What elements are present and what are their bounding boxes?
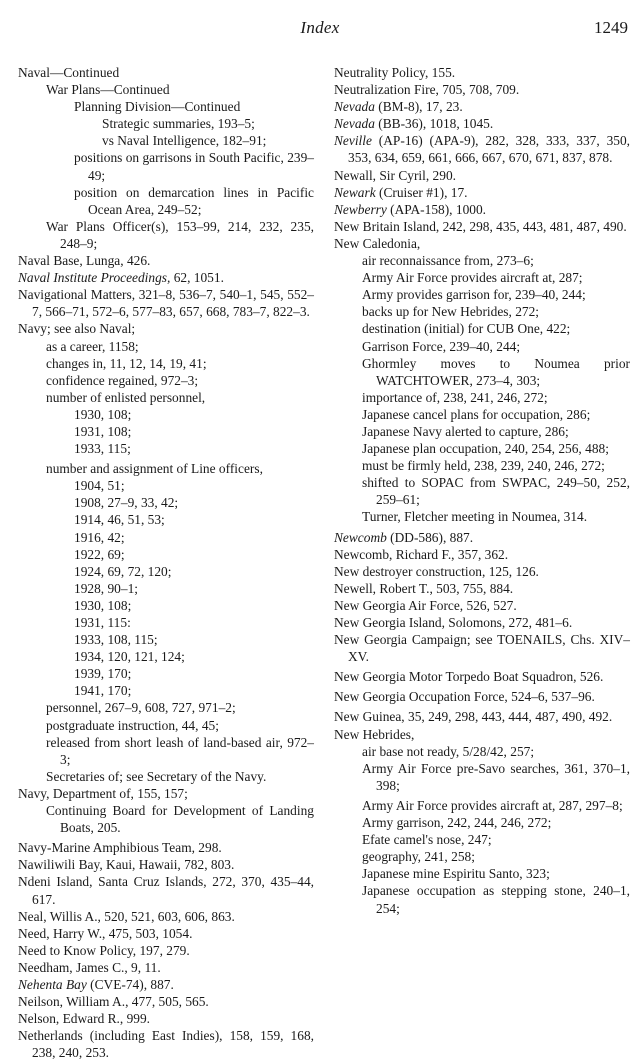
- index-entry: [334, 320, 630, 337]
- index-entry: [18, 873, 314, 907]
- index-entry-text: New destroyer construction, 125, 126.: [334, 563, 539, 579]
- index-entry: [334, 269, 630, 286]
- index-entry: [18, 856, 314, 873]
- running-head-title: Index: [300, 18, 340, 37]
- index-entry: [334, 355, 630, 389]
- index-entry: [18, 699, 314, 716]
- index-entry-text: New Britain Island, 242, 298, 435, 443, 481, 487, 490.: [334, 218, 627, 234]
- index-entry-text: Navy, Department of, 155, 157;: [18, 785, 188, 801]
- index-entry-text: vs Naval Intelligence, 182–91;: [102, 133, 267, 149]
- index-entry: [334, 252, 630, 269]
- index-entry: [18, 802, 314, 836]
- index-entry-text: air base not ready, 5/28/42, 257;: [362, 743, 535, 759]
- index-entry: [18, 665, 314, 682]
- index-entry-text: Navigational Matters, 321–8, 536–7, 540–1, 545, 552–7, 566–71, 572–6, 577–83, 657, 668, 783–7, 822–3.: [18, 287, 314, 320]
- index-entry-text: 1928, 90–1;: [74, 580, 138, 596]
- index-entry: [18, 631, 314, 648]
- index-entry-text: War Plans Officer(s), 153–99, 214, 232, 235, 248–9;: [46, 218, 314, 251]
- index-entry: [18, 218, 314, 252]
- index-entry: [18, 423, 314, 440]
- index-entry: [18, 338, 314, 355]
- index-entry: [18, 511, 314, 528]
- index-entry: [334, 303, 630, 320]
- index-entry-text: Continuing Board for Development of Landing Boats, 205.: [46, 803, 314, 836]
- index-entry-text: Need to Know Policy, 197, 279.: [18, 942, 190, 958]
- index-entry: [334, 580, 630, 597]
- index-entry-text: Army Air Force provides aircraft at, 287, 297–8;: [362, 797, 623, 813]
- index-entry: [18, 1010, 314, 1027]
- index-entry: [334, 726, 630, 743]
- index-entry: [18, 477, 314, 494]
- index-entry-italic-title: Newcomb: [334, 529, 387, 545]
- index-entry: [334, 848, 630, 865]
- index-entry-text: Japanese Navy alerted to capture, 286;: [362, 423, 569, 439]
- index-entry-italic-title: Nevada: [334, 116, 375, 132]
- index-entry-text: Neutrality Policy, 155.: [334, 65, 456, 80]
- index-entry-text: postgraduate instruction, 44, 45;: [46, 717, 219, 733]
- index-entry: [334, 218, 630, 235]
- index-entry: [334, 597, 630, 614]
- index-entry: [334, 631, 630, 665]
- index-entry-text: New Georgia Air Force, 526, 527.: [334, 597, 517, 613]
- index-entry-text: Efate camel's nose, 247;: [362, 832, 492, 848]
- index-entry-text: position on demarcation lines in Pacific Ocean Area, 249–52;: [74, 184, 314, 217]
- index-entry-text: (DD-586), 887.: [386, 529, 474, 545]
- index-entry: [334, 132, 630, 166]
- index-entry: [334, 184, 630, 201]
- index-entry-text: 1934, 120, 121, 124;: [74, 649, 185, 665]
- index-entry: [334, 797, 630, 814]
- index-entry-text: must be firmly held, 238, 239, 240, 246, 272;: [362, 458, 605, 474]
- index-entry: [18, 81, 314, 98]
- index-entry-text: New Guinea, 35, 249, 298, 443, 444, 487, 490, 492.: [334, 709, 613, 725]
- index-entry: [334, 529, 630, 546]
- index-entry-text: personnel, 267–9, 608, 727, 971–2;: [46, 700, 236, 716]
- index-entry-italic-title: Neville: [334, 133, 372, 149]
- index-entry: [18, 460, 314, 477]
- index-entry: [334, 563, 630, 580]
- page-number: 1249: [594, 18, 628, 37]
- index-entry-italic-title: Newberry: [334, 201, 387, 217]
- index-entry: [334, 743, 630, 760]
- index-entry: [334, 406, 630, 423]
- index-entry: [334, 201, 630, 218]
- index-entry-text: Newell, Robert T., 503, 755, 884.: [334, 580, 514, 596]
- index-entry-text: 1924, 69, 72, 120;: [74, 563, 172, 579]
- index-entry: [18, 269, 314, 286]
- index-entry-text: (CVE-74), 887.: [86, 976, 174, 992]
- index-entry-italic-title: Newark: [334, 184, 376, 200]
- index-entry: [334, 338, 630, 355]
- index-entry-text: 1941, 170;: [74, 683, 132, 699]
- index-entry-text: 1904, 51;: [74, 478, 125, 494]
- index-entry: [18, 768, 314, 785]
- index-entry-text: Garrison Force, 239–40, 244;: [362, 338, 521, 354]
- index-entry-text: Secretaries of; see Secretary of the Navy.: [46, 768, 267, 784]
- index-entry: [18, 320, 314, 337]
- index-entry-text: New Caledonia,: [334, 235, 421, 251]
- index-entry: [334, 688, 630, 705]
- index-entry: [334, 508, 630, 525]
- index-entry-text: New Georgia Occupation Force, 524–6, 537–96.: [334, 689, 595, 705]
- page-header: [0, 0, 640, 40]
- index-entry-text: Naval Base, Lunga, 426.: [18, 253, 151, 269]
- index-entry-text: Army garrison, 242, 244, 246, 272;: [362, 815, 552, 831]
- index-entry-text: Army Air Force provides aircraft at, 287;: [362, 270, 583, 286]
- index-entry: [18, 406, 314, 423]
- index-entry-text: New Georgia Campaign; see TOENAILS, Chs. XIV–XV.: [334, 632, 630, 665]
- index-entry: [334, 286, 630, 303]
- index-entry-text: number of enlisted personnel,: [46, 389, 206, 405]
- index-entry-text: Need, Harry W., 475, 503, 1054.: [18, 925, 193, 941]
- index-entry-text: Navy; see also Naval;: [18, 321, 136, 337]
- index-entry-text: number and assignment of Line officers,: [46, 461, 263, 477]
- index-entry-text: Neal, Willis A., 520, 521, 603, 606, 863.: [18, 908, 235, 924]
- index-entry-text: 1933, 108, 115;: [74, 632, 158, 648]
- index-entry: [334, 115, 630, 132]
- index-entry-text: Naval—Continued: [18, 65, 120, 80]
- index-entry: [18, 494, 314, 511]
- index-entry-text: New Georgia Island, Solomons, 272, 481–6.: [334, 615, 573, 630]
- index-entry-text: Japanese cancel plans for occupation, 286;: [362, 406, 591, 422]
- index-entry-text: positions on garrisons in South Pacific, 239–49;: [74, 150, 314, 183]
- index-entry: [18, 785, 314, 802]
- index-entry: [18, 908, 314, 925]
- index-entry-text: 1931, 108;: [74, 423, 132, 439]
- index-entry-italic-title: Naval Institute Proceedings,: [18, 270, 171, 286]
- index-entry: [334, 474, 630, 508]
- index-entry-text: War Plans—Continued: [46, 82, 170, 98]
- index-entry: [334, 167, 630, 184]
- index-entry-text: Neutralization Fire, 705, 708, 709.: [334, 82, 520, 98]
- index-entry-text: Japanese plan occupation, 240, 254, 256, 488;: [362, 441, 609, 457]
- index-entry: [18, 942, 314, 959]
- index-entry-italic-title: Nevada: [334, 99, 375, 115]
- index-entry: [18, 132, 314, 149]
- index-entry: [18, 64, 314, 81]
- index-entry: [334, 668, 630, 685]
- index-entry-text: Army provides garrison for, 239–40, 244;: [362, 287, 586, 303]
- index-entry-text: backs up for New Hebrides, 272;: [362, 304, 540, 320]
- index-entry-text: 1908, 27–9, 33, 42;: [74, 495, 179, 511]
- index-entry-text: Japanese occupation as stepping stone, 240–1, 254;: [362, 883, 630, 916]
- index-entry: [18, 546, 314, 563]
- index-entry: [18, 1027, 314, 1061]
- index-entry: [18, 529, 314, 546]
- index-entry-text: Turner, Fletcher meeting in Noumea, 314.: [362, 509, 588, 525]
- index-column-left: [18, 64, 314, 1061]
- index-entry: [334, 81, 630, 98]
- index-entry-text: confidence regained, 972–3;: [46, 372, 199, 388]
- index-entry-text: (BM-8), 17, 23.: [374, 99, 463, 115]
- index-entry-text: (APA-158), 1000.: [386, 201, 487, 217]
- index-entry-text: (BB-36), 1018, 1045.: [374, 116, 494, 132]
- index-entry: [18, 717, 314, 734]
- index-entry: [334, 64, 630, 81]
- index-entry-text: 1931, 115:: [74, 615, 131, 630]
- index-entry-text: (Cruiser #1), 17.: [375, 184, 468, 200]
- index-entry: [18, 614, 314, 631]
- index-entry: [18, 389, 314, 406]
- index-entry-italic-title: Nehenta Bay: [18, 976, 87, 992]
- index-entry-text: 1939, 170;: [74, 666, 132, 682]
- index-entry-text: importance of, 238, 241, 246, 272;: [362, 389, 548, 405]
- index-entry-text: Ndeni Island, Santa Cruz Islands, 272, 370, 435–44, 617.: [18, 874, 314, 907]
- index-entry: [334, 457, 630, 474]
- index-entry-text: destination (initial) for CUB One, 422;: [362, 321, 571, 337]
- index-entry: [334, 760, 630, 794]
- index-entry: [18, 682, 314, 699]
- index-entry: [334, 831, 630, 848]
- index-entry-text: New Hebrides,: [334, 726, 415, 742]
- index-entry: [334, 814, 630, 831]
- index-entry: [334, 865, 630, 882]
- index-entry-text: as a career, 1158;: [46, 338, 139, 354]
- index-entry: [18, 98, 314, 115]
- index-entry: [18, 184, 314, 218]
- index-entry: [18, 252, 314, 269]
- index-entry: [334, 440, 630, 457]
- index-entry: [18, 372, 314, 389]
- index-entry-text: Army Air Force pre-Savo searches, 361, 370–1, 398;: [362, 760, 630, 793]
- index-entry-text: Navy-Marine Amphibious Team, 298.: [18, 840, 222, 856]
- index-entry-text: Neilson, William A., 477, 505, 565.: [18, 994, 209, 1010]
- index-entry: [18, 839, 314, 856]
- index-entry: [334, 235, 630, 252]
- index-entry: [334, 546, 630, 563]
- index-entry-text: shifted to SOPAC from SWPAC, 249–50, 252, 259–61;: [362, 475, 630, 508]
- index-entry: [18, 993, 314, 1010]
- index-entry-text: air reconnaissance from, 273–6;: [362, 253, 534, 269]
- index-entry-text: 1922, 69;: [74, 546, 125, 562]
- index-entry: [18, 563, 314, 580]
- index-entry-text: Planning Division—Continued: [74, 99, 241, 115]
- index-entry-text: 1914, 46, 51, 53;: [74, 512, 165, 528]
- index-entry-text: released from short leash of land-based air, 972–3;: [46, 734, 314, 767]
- index-entry: [18, 648, 314, 665]
- index-entry: [334, 423, 630, 440]
- index-entry: [18, 597, 314, 614]
- index-entry-text: (AP-16) (APA-9), 282, 328, 333, 337, 350, 353, 634, 659, 661, 666, 667, 670, 671, 837, 878.: [348, 133, 630, 166]
- index-entry: [18, 734, 314, 768]
- index-entry-text: 1930, 108;: [74, 406, 132, 422]
- index-entry: [18, 925, 314, 942]
- index-entry: [18, 355, 314, 372]
- index-entry-text: Nelson, Edward R., 999.: [18, 1011, 151, 1027]
- index-entry-text: Strategic summaries, 193–5;: [102, 116, 255, 132]
- index-entry-text: 1930, 108;: [74, 597, 132, 613]
- index-entry-text: Newall, Sir Cyril, 290.: [334, 167, 456, 183]
- index-entry-text: Nawiliwili Bay, Kaui, Hawaii, 782, 803.: [18, 857, 235, 873]
- index-entry: [18, 959, 314, 976]
- index-entry: [18, 149, 314, 183]
- index-entry-text: 62, 1051.: [170, 270, 224, 286]
- index-entry: [18, 440, 314, 457]
- index-entry: [334, 614, 630, 631]
- index-entry-text: Needham, James C., 9, 11.: [18, 959, 161, 975]
- index-entry-text: New Georgia Motor Torpedo Boat Squadron, 526.: [334, 669, 604, 685]
- index-column-right: [334, 64, 630, 917]
- index-entry-text: Ghormley moves to Noumea prior WATCHTOWER, 273–4, 303;: [362, 355, 630, 388]
- index-entry-text: geography, 241, 258;: [362, 849, 475, 865]
- index-entry-text: Netherlands (including East Indies), 158, 159, 168, 238, 240, 253.: [18, 1028, 314, 1061]
- index-entry: [18, 976, 314, 993]
- index-entry: [18, 115, 314, 132]
- index-entry-text: changes in, 11, 12, 14, 19, 41;: [46, 355, 207, 371]
- index-entry: [18, 580, 314, 597]
- index-entry: [18, 286, 314, 320]
- index-entry: [334, 389, 630, 406]
- index-entry-text: Japanese mine Espiritu Santo, 323;: [362, 866, 550, 882]
- index-entry-text: 1933, 115;: [74, 441, 131, 457]
- index-entry-text: 1916, 42;: [74, 529, 125, 545]
- index-entry: [334, 98, 630, 115]
- index-entry-text: Newcomb, Richard F., 357, 362.: [334, 546, 509, 562]
- index-entry: [334, 882, 630, 916]
- index-entry: [334, 708, 630, 725]
